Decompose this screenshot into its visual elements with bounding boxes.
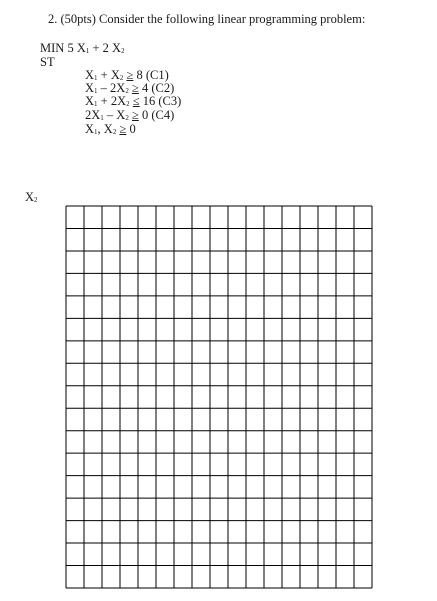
graph-paper-grid (65, 205, 373, 589)
nn-relation: ≥ (119, 122, 127, 136)
c1-op: + (100, 68, 108, 82)
constraint-c3 (85, 94, 181, 108)
objective-plus: + (92, 41, 100, 55)
objective-sub-2: 2 (121, 47, 125, 55)
nn-var-2: X (103, 122, 113, 136)
c3-relation: ≤ (132, 94, 140, 108)
constraint-c1 (85, 68, 169, 82)
c2-sub-2: 2 (125, 87, 129, 95)
y-axis-sub: 2 (34, 196, 38, 204)
c3-var-2: X (117, 94, 127, 108)
nn-rhs: 0 (129, 122, 136, 136)
c4-op: – (106, 108, 114, 122)
constraint-c2 (85, 81, 174, 95)
nonnegativity-constraint (85, 122, 136, 136)
objective-coef-2: 2 (102, 41, 109, 55)
y-axis-label (25, 190, 38, 204)
c2-tag: (C2) (151, 81, 175, 95)
c4-var-1: 2X (85, 108, 101, 122)
objective-label: MIN (40, 41, 65, 55)
c1-var-1: X (85, 68, 95, 82)
c4-var-2: X (116, 108, 126, 122)
objective-coef-1: 5 (67, 41, 74, 55)
objective-var-2: X (112, 41, 122, 55)
c3-op: + 2 (100, 94, 118, 108)
c1-var-2: X (110, 68, 120, 82)
c2-rhs: 4 (141, 81, 149, 95)
c3-sub-2: 2 (126, 100, 130, 108)
c2-sub-1: 1 (94, 87, 98, 95)
c3-sub-1: 1 (94, 100, 98, 108)
objective-var-1: X (76, 41, 86, 55)
c1-sub-2: 2 (119, 74, 124, 82)
c2-relation: ≥ (131, 81, 139, 95)
c2-op: – 2 (100, 81, 117, 95)
c3-tag: (C3) (158, 94, 182, 108)
c3-rhs: 16 (142, 94, 156, 108)
y-axis-var: X (25, 190, 35, 204)
c1-rhs: 8 (136, 68, 143, 82)
nn-separator: , (97, 122, 101, 136)
nn-sub-1: 1 (94, 128, 98, 136)
c4-relation: ≥ (131, 108, 139, 122)
c1-sub-1: 1 (94, 74, 98, 82)
c4-tag: (C4) (151, 108, 175, 122)
problem-heading: 2. (50pts) Consider the following linear programming problem: (48, 12, 366, 26)
subject-to-label: ST (40, 55, 55, 69)
nn-var-1: X (85, 122, 95, 136)
c1-tag: (C1) (145, 68, 169, 82)
constraint-c4 (85, 108, 174, 122)
c4-sub-1: 1 (100, 114, 104, 122)
c4-rhs: 0 (141, 108, 149, 122)
objective-sub-1: 1 (85, 47, 90, 55)
c4-sub-2: 2 (125, 114, 129, 122)
c1-relation: ≥ (126, 68, 134, 82)
c2-var-1: X (85, 81, 95, 95)
c3-var-1: X (85, 94, 95, 108)
c2-var-2: X (116, 81, 126, 95)
nn-sub-2: 2 (112, 128, 117, 136)
objective-function (40, 41, 125, 55)
